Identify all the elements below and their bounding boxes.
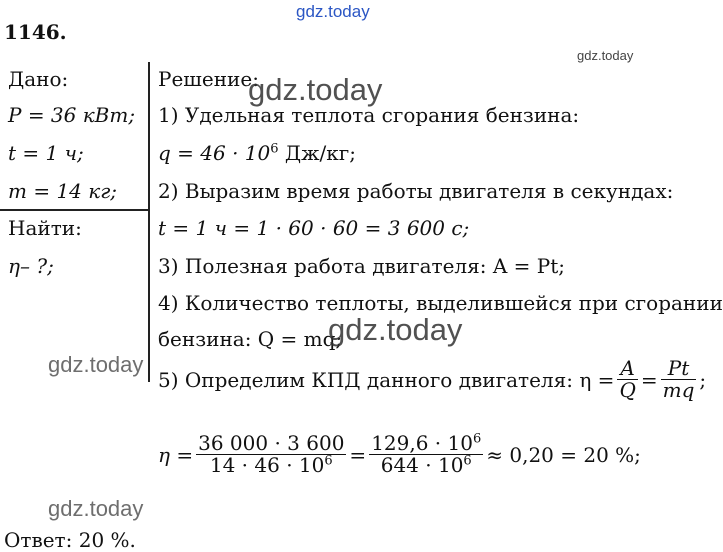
step-5-end: ; [699, 367, 707, 392]
calc-fraction-2: $\frac{129,6 \cdot 10^6}{644 \cdot 10^6}$ [371, 431, 482, 477]
calc-equals: = [349, 442, 367, 467]
watermark-top: gdz.today [296, 2, 370, 21]
calc-eta: η = [158, 442, 194, 467]
given-title: Дано: [8, 67, 69, 91]
step-2-formula: t = 1 ч = 1 · 60 · 60 = 3 600 с; [158, 216, 470, 240]
step-4-line-1: 4) Количество теплоты, выделившейся при сгорании [158, 291, 723, 315]
fraction-a-over-q: $\frac{A}{Q}$ [619, 356, 636, 402]
given-mass: m = 14 кг; [8, 179, 118, 203]
answer: Ответ: 20 %. [4, 528, 136, 552]
step-5-text: 5) Определим КПД данного двигателя: η = [158, 367, 615, 392]
given-solution-divider [148, 62, 150, 382]
solution-title: Решение: [158, 67, 259, 91]
calc-result: ≈ 0,20 = 20 %; [486, 442, 641, 467]
given-power: P = 36 кВт; [8, 103, 136, 127]
watermark-left-mid: gdz.today [48, 352, 144, 377]
step-5 [158, 358, 706, 401]
given-find-divider [0, 209, 148, 211]
fraction-pt-over-mq: $\frac{Pt}{mq}$ [662, 356, 695, 402]
find-efficiency: η– ?; [8, 254, 54, 278]
step-1-formula: $q = 46 \cdot 10^6$ Дж/кг; [158, 141, 357, 165]
problem-number [4, 20, 67, 44]
problem-number-value: 1146 [4, 20, 60, 44]
calculation [158, 433, 641, 476]
watermark-right-small: gdz.today [577, 48, 634, 63]
step-1: 1) Удельная теплота сгорания бензина: [158, 103, 580, 127]
problem-number-dot: . [59, 20, 67, 44]
watermark-big-2: gdz.today [328, 312, 463, 347]
given-time: t = 1 ч; [8, 141, 84, 165]
step-5-equals: = [640, 367, 658, 392]
calc-fraction-1: $\frac{36 000 \cdot 3 600}{14 \cdot 46 \cdot 10^6}$ [198, 431, 345, 477]
step-3: 3) Полезная работа двигателя: A = Pt; [158, 254, 565, 278]
watermark-left-bottom: gdz.today [48, 496, 144, 521]
step-2: 2) Выразим время работы двигателя в секундах: [158, 179, 674, 203]
watermark-big-1: gdz.today [248, 72, 383, 107]
step-4-line-2: бензина: Q = mq; [158, 327, 343, 351]
find-title: Найти: [8, 216, 82, 240]
